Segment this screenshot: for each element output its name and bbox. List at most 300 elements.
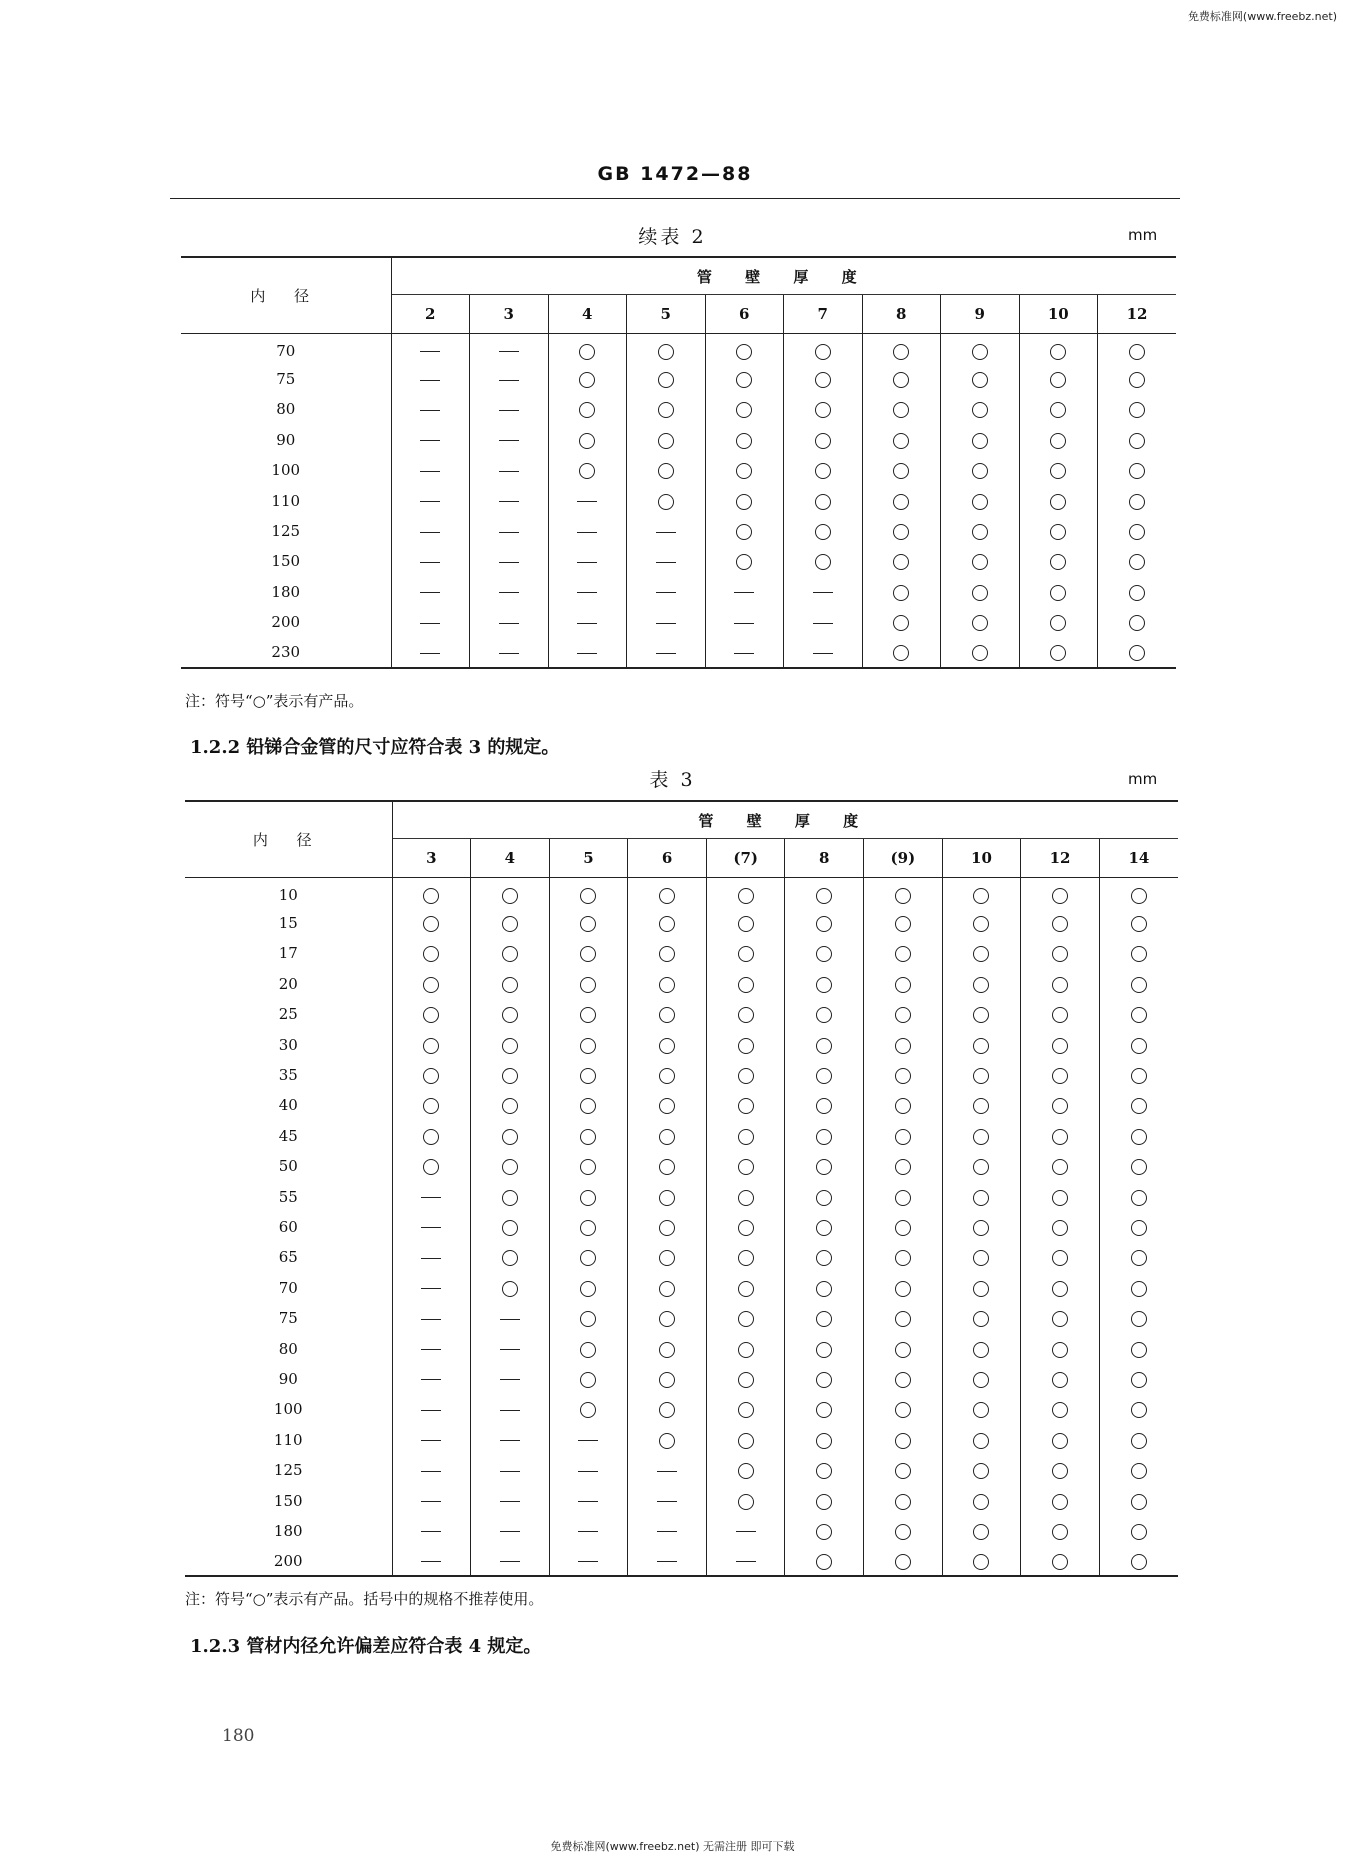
available-circle-icon — [580, 1402, 596, 1418]
unavailable-dash-icon — [657, 1471, 677, 1472]
availability-cell — [1019, 394, 1098, 424]
availability-cell — [785, 1242, 864, 1272]
availability-cell — [942, 1516, 1021, 1546]
available-circle-icon — [1052, 1433, 1068, 1449]
available-circle-icon — [580, 888, 596, 904]
availability-cell — [1099, 1273, 1178, 1303]
availability-cell — [1021, 1333, 1100, 1363]
available-circle-icon — [736, 344, 752, 360]
unavailable-dash-icon — [499, 440, 519, 441]
available-circle-icon — [895, 1554, 911, 1570]
available-circle-icon — [659, 1433, 675, 1449]
availability-cell — [549, 1455, 628, 1485]
available-circle-icon — [736, 372, 752, 388]
available-circle-icon — [659, 1159, 675, 1175]
availability-cell — [628, 1029, 707, 1059]
available-circle-icon — [580, 1098, 596, 1114]
availability-cell — [628, 1485, 707, 1515]
availability-cell — [548, 637, 627, 667]
table2-col-header: 10 — [1019, 295, 1098, 334]
availability-cell — [471, 1090, 550, 1120]
available-circle-icon — [1129, 402, 1145, 418]
table2-row-header: 内 径 — [250, 287, 322, 305]
inner-diameter-cell: 100 — [273, 1400, 303, 1419]
table-row — [185, 1425, 1178, 1455]
inner-diameter-cell: 17 — [278, 944, 298, 963]
inner-diameter-cell: 110 — [271, 491, 301, 510]
unavailable-dash-icon — [500, 1319, 520, 1320]
available-circle-icon — [502, 1220, 518, 1236]
available-circle-icon — [816, 1342, 832, 1358]
unavailable-dash-icon — [421, 1410, 441, 1411]
available-circle-icon — [816, 1250, 832, 1266]
available-circle-icon — [816, 1129, 832, 1145]
availability-cell — [942, 969, 1021, 999]
available-circle-icon — [1052, 1342, 1068, 1358]
watermark-bottom: 免费标准网(www.freebz.net) 无需注册 即可下载 — [550, 1840, 795, 1853]
inner-diameter-cell: 200 — [271, 613, 301, 632]
available-circle-icon — [973, 1494, 989, 1510]
available-circle-icon — [580, 1190, 596, 1206]
unavailable-dash-icon — [577, 592, 597, 593]
inner-diameter-cell: 180 — [271, 582, 301, 601]
available-circle-icon — [580, 977, 596, 993]
availability-cell — [784, 455, 863, 485]
availability-cell — [628, 1121, 707, 1151]
available-circle-icon — [1131, 1281, 1147, 1297]
unavailable-dash-icon — [736, 1561, 756, 1562]
availability-cell — [706, 1303, 785, 1333]
available-circle-icon — [972, 615, 988, 631]
availability-cell — [1021, 1090, 1100, 1120]
available-circle-icon — [659, 1038, 675, 1054]
availability-cell — [862, 607, 941, 637]
available-circle-icon — [738, 1190, 754, 1206]
availability-cell — [785, 1394, 864, 1424]
available-circle-icon — [423, 1068, 439, 1084]
available-circle-icon — [895, 1098, 911, 1114]
inner-diameter-cell: 110 — [273, 1430, 303, 1449]
table-row — [185, 1516, 1178, 1546]
availability-cell — [392, 1029, 471, 1059]
unavailable-dash-icon — [420, 532, 440, 533]
available-circle-icon — [659, 1129, 675, 1145]
available-circle-icon — [659, 1372, 675, 1388]
available-circle-icon — [502, 916, 518, 932]
available-circle-icon — [1050, 463, 1066, 479]
availability-cell — [706, 938, 785, 968]
available-circle-icon — [895, 1038, 911, 1054]
availability-cell — [627, 516, 706, 546]
available-circle-icon — [973, 1402, 989, 1418]
inner-diameter-cell: 70 — [276, 341, 296, 360]
availability-cell — [392, 878, 471, 908]
available-circle-icon — [893, 645, 909, 661]
table2-col-header: 7 — [784, 295, 863, 334]
available-circle-icon — [1052, 1007, 1068, 1023]
availability-cell — [392, 969, 471, 999]
availability-cell — [628, 1090, 707, 1120]
availability-cell — [391, 516, 470, 546]
availability-cell — [628, 1242, 707, 1272]
table-row — [185, 1121, 1178, 1151]
available-circle-icon — [658, 344, 674, 360]
unavailable-dash-icon — [499, 653, 519, 654]
available-circle-icon — [580, 1159, 596, 1175]
available-circle-icon — [736, 402, 752, 418]
unavailable-dash-icon — [421, 1501, 441, 1502]
available-circle-icon — [973, 1463, 989, 1479]
available-circle-icon — [1129, 344, 1145, 360]
available-circle-icon — [423, 1007, 439, 1023]
unavailable-dash-icon — [577, 623, 597, 624]
availability-cell — [1099, 1090, 1178, 1120]
availability-cell — [785, 999, 864, 1029]
table2 — [181, 256, 1176, 669]
available-circle-icon — [1052, 1159, 1068, 1175]
available-circle-icon — [659, 977, 675, 993]
unavailable-dash-icon — [421, 1531, 441, 1532]
availability-cell — [627, 607, 706, 637]
unavailable-dash-icon — [499, 351, 519, 352]
table3-col-header: 10 — [942, 839, 1021, 878]
table3 — [185, 800, 1178, 1577]
available-circle-icon — [973, 1098, 989, 1114]
availability-cell — [1019, 425, 1098, 455]
availability-cell — [548, 455, 627, 485]
available-circle-icon — [1050, 524, 1066, 540]
table-row — [185, 938, 1178, 968]
available-circle-icon — [1131, 946, 1147, 962]
available-circle-icon — [893, 585, 909, 601]
availability-cell — [471, 1455, 550, 1485]
availability-cell — [864, 1425, 943, 1455]
unavailable-dash-icon — [734, 592, 754, 593]
available-circle-icon — [423, 1038, 439, 1054]
availability-cell — [471, 1242, 550, 1272]
available-circle-icon — [973, 1068, 989, 1084]
available-circle-icon — [502, 977, 518, 993]
availability-cell — [627, 485, 706, 515]
table-row — [185, 908, 1178, 938]
table3-col-header: (7) — [706, 839, 785, 878]
available-circle-icon — [895, 1250, 911, 1266]
availability-cell — [941, 485, 1020, 515]
table-row — [181, 546, 1176, 576]
availability-cell — [628, 908, 707, 938]
table-row — [181, 455, 1176, 485]
available-circle-icon — [893, 402, 909, 418]
availability-cell — [1021, 969, 1100, 999]
unavailable-dash-icon — [420, 501, 440, 502]
available-circle-icon — [972, 554, 988, 570]
unavailable-dash-icon — [813, 623, 833, 624]
availability-cell — [706, 1273, 785, 1303]
table3-col-header: 12 — [1021, 839, 1100, 878]
available-circle-icon — [580, 1007, 596, 1023]
available-circle-icon — [973, 1159, 989, 1175]
inner-diameter-cell: 10 — [278, 885, 298, 904]
available-circle-icon — [659, 1402, 675, 1418]
inner-diameter-cell: 55 — [278, 1187, 298, 1206]
available-circle-icon — [659, 916, 675, 932]
availability-cell — [1021, 1455, 1100, 1485]
available-circle-icon — [816, 1433, 832, 1449]
table-row — [185, 1029, 1178, 1059]
availability-cell — [784, 607, 863, 637]
available-circle-icon — [502, 1281, 518, 1297]
availability-cell — [628, 1273, 707, 1303]
table-row — [185, 1485, 1178, 1515]
availability-cell — [941, 394, 1020, 424]
unavailable-dash-icon — [657, 1501, 677, 1502]
available-circle-icon — [658, 463, 674, 479]
availability-cell — [549, 1151, 628, 1181]
unavailable-dash-icon — [734, 623, 754, 624]
available-circle-icon — [580, 1068, 596, 1084]
availability-cell — [785, 1060, 864, 1090]
availability-cell — [942, 1485, 1021, 1515]
available-circle-icon — [972, 344, 988, 360]
availability-cell — [549, 999, 628, 1029]
available-circle-icon — [816, 1494, 832, 1510]
available-circle-icon — [1052, 1281, 1068, 1297]
availability-cell — [628, 1364, 707, 1394]
availability-cell — [548, 394, 627, 424]
available-circle-icon — [659, 1007, 675, 1023]
availability-cell — [864, 1151, 943, 1181]
availability-cell — [627, 394, 706, 424]
available-circle-icon — [815, 463, 831, 479]
table-row — [181, 516, 1176, 546]
availability-cell — [1099, 908, 1178, 938]
availability-cell — [864, 1516, 943, 1546]
table3-col-header: 8 — [785, 839, 864, 878]
availability-cell — [548, 364, 627, 394]
availability-cell — [1021, 938, 1100, 968]
table2-caption: 续表 2 — [638, 226, 707, 248]
available-circle-icon — [736, 494, 752, 510]
available-circle-icon — [1052, 1098, 1068, 1114]
available-circle-icon — [893, 463, 909, 479]
available-circle-icon — [580, 1250, 596, 1266]
available-circle-icon — [815, 554, 831, 570]
available-circle-icon — [973, 1524, 989, 1540]
table-row — [185, 1333, 1178, 1363]
availability-cell — [942, 1060, 1021, 1090]
availability-cell — [1099, 1060, 1178, 1090]
available-circle-icon — [738, 1433, 754, 1449]
table-row — [185, 999, 1178, 1029]
unavailable-dash-icon — [499, 410, 519, 411]
availability-cell — [1021, 1029, 1100, 1059]
header-rule — [170, 198, 1180, 199]
available-circle-icon — [1131, 1433, 1147, 1449]
availability-cell — [1099, 1364, 1178, 1394]
available-circle-icon — [1050, 494, 1066, 510]
table-row — [185, 1455, 1178, 1485]
available-circle-icon — [895, 1494, 911, 1510]
table-row — [185, 878, 1178, 908]
availability-cell — [628, 938, 707, 968]
available-circle-icon — [895, 1129, 911, 1145]
available-circle-icon — [659, 1068, 675, 1084]
availability-cell — [1021, 1212, 1100, 1242]
available-circle-icon — [895, 1281, 911, 1297]
availability-cell — [392, 1212, 471, 1242]
availability-cell — [1099, 1212, 1178, 1242]
table3-col-header: 5 — [549, 839, 628, 878]
available-circle-icon — [895, 1190, 911, 1206]
availability-cell — [942, 1151, 1021, 1181]
availability-cell — [705, 425, 784, 455]
available-circle-icon — [1050, 433, 1066, 449]
available-circle-icon — [1052, 1190, 1068, 1206]
availability-cell — [941, 516, 1020, 546]
available-circle-icon — [1131, 1190, 1147, 1206]
availability-cell — [784, 334, 863, 364]
availability-cell — [1099, 1485, 1178, 1515]
availability-cell — [392, 1364, 471, 1394]
availability-cell — [392, 1425, 471, 1455]
available-circle-icon — [580, 1342, 596, 1358]
table-row — [185, 1242, 1178, 1272]
inner-diameter-cell: 75 — [276, 370, 296, 389]
available-circle-icon — [579, 344, 595, 360]
availability-cell — [548, 516, 627, 546]
unavailable-dash-icon — [420, 562, 440, 563]
table-row — [185, 1090, 1178, 1120]
availability-cell — [627, 637, 706, 667]
available-circle-icon — [816, 1159, 832, 1175]
available-circle-icon — [1052, 1463, 1068, 1479]
availability-cell — [391, 425, 470, 455]
unavailable-dash-icon — [420, 471, 440, 472]
inner-diameter-cell: 100 — [271, 461, 301, 480]
available-circle-icon — [658, 372, 674, 388]
availability-cell — [391, 455, 470, 485]
available-circle-icon — [738, 1494, 754, 1510]
available-circle-icon — [816, 1038, 832, 1054]
available-circle-icon — [1131, 1372, 1147, 1388]
availability-cell — [628, 1212, 707, 1242]
availability-cell — [942, 1394, 1021, 1424]
availability-cell — [549, 1516, 628, 1546]
available-circle-icon — [659, 1098, 675, 1114]
availability-cell — [705, 364, 784, 394]
available-circle-icon — [895, 1402, 911, 1418]
availability-cell — [862, 425, 941, 455]
inner-diameter-cell: 230 — [271, 643, 301, 662]
unavailable-dash-icon — [578, 1561, 598, 1562]
available-circle-icon — [973, 946, 989, 962]
availability-cell — [391, 577, 470, 607]
unavailable-dash-icon — [421, 1319, 441, 1320]
available-circle-icon — [815, 494, 831, 510]
availability-cell — [470, 425, 549, 455]
availability-cell — [705, 546, 784, 576]
available-circle-icon — [895, 1311, 911, 1327]
availability-cell — [1021, 1394, 1100, 1424]
availability-cell — [549, 878, 628, 908]
inner-diameter-cell: 25 — [278, 1005, 298, 1024]
availability-cell — [549, 1333, 628, 1363]
available-circle-icon — [816, 1007, 832, 1023]
available-circle-icon — [1131, 977, 1147, 993]
available-circle-icon — [580, 946, 596, 962]
available-circle-icon — [738, 977, 754, 993]
standard-header: GB 1472—88 — [597, 163, 753, 185]
availability-cell — [1019, 334, 1098, 364]
availability-cell — [392, 1303, 471, 1333]
available-circle-icon — [579, 463, 595, 479]
available-circle-icon — [1131, 1311, 1147, 1327]
availability-cell — [1021, 1181, 1100, 1211]
available-circle-icon — [1131, 1220, 1147, 1236]
table3-col-header: 6 — [628, 839, 707, 878]
availability-cell — [1099, 1516, 1178, 1546]
available-circle-icon — [1131, 888, 1147, 904]
unavailable-dash-icon — [656, 653, 676, 654]
available-circle-icon — [658, 494, 674, 510]
available-circle-icon — [973, 888, 989, 904]
available-circle-icon — [580, 1038, 596, 1054]
availability-cell — [864, 969, 943, 999]
watermark-top: 免费标准网(www.freebz.net) — [1187, 10, 1337, 23]
availability-cell — [1021, 1485, 1100, 1515]
availability-cell — [864, 999, 943, 1029]
availability-cell — [864, 1242, 943, 1272]
availability-cell — [864, 1546, 943, 1576]
unavailable-dash-icon — [578, 1440, 598, 1441]
inner-diameter-cell: 80 — [278, 1339, 298, 1358]
available-circle-icon — [973, 1311, 989, 1327]
available-circle-icon — [893, 524, 909, 540]
availability-cell — [628, 1455, 707, 1485]
availability-cell — [785, 1181, 864, 1211]
available-circle-icon — [502, 1250, 518, 1266]
available-circle-icon — [580, 1311, 596, 1327]
unavailable-dash-icon — [420, 440, 440, 441]
availability-cell — [392, 1455, 471, 1485]
availability-cell — [471, 938, 550, 968]
availability-cell — [471, 1516, 550, 1546]
available-circle-icon — [738, 888, 754, 904]
availability-cell — [628, 1060, 707, 1090]
availability-cell — [470, 394, 549, 424]
availability-cell — [862, 637, 941, 667]
available-circle-icon — [973, 1250, 989, 1266]
availability-cell — [862, 485, 941, 515]
availability-cell — [785, 1151, 864, 1181]
available-circle-icon — [973, 1007, 989, 1023]
inner-diameter-cell: 50 — [278, 1157, 298, 1176]
page-number: 180 — [222, 1726, 255, 1746]
availability-cell — [470, 516, 549, 546]
availability-cell — [864, 1181, 943, 1211]
unavailable-dash-icon — [499, 592, 519, 593]
table2-col-header: 8 — [862, 295, 941, 334]
available-circle-icon — [1131, 1342, 1147, 1358]
available-circle-icon — [973, 1190, 989, 1206]
availability-cell — [392, 1516, 471, 1546]
availability-cell — [864, 1485, 943, 1515]
available-circle-icon — [659, 1220, 675, 1236]
availability-cell — [942, 878, 1021, 908]
availability-cell — [706, 878, 785, 908]
availability-cell — [471, 1273, 550, 1303]
availability-cell — [391, 485, 470, 515]
